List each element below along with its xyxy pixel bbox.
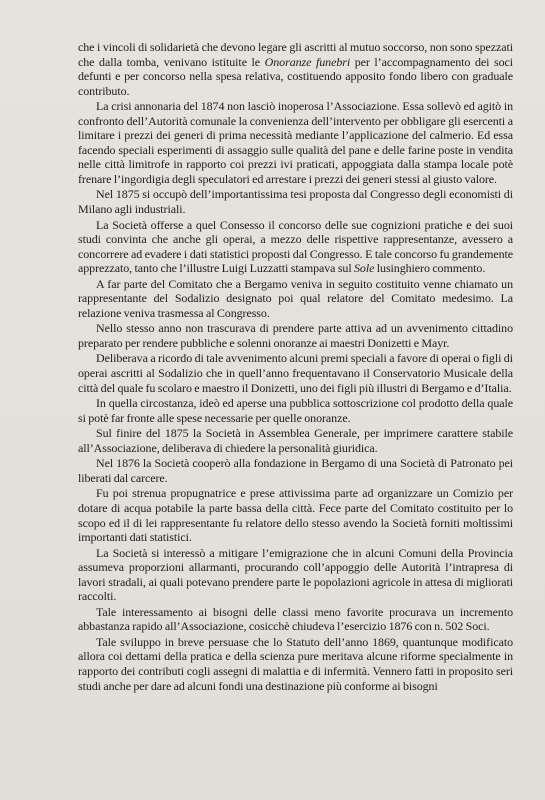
text-segment: che i vincoli di solidarietà che devono legare gli ascritti al mutuo soccorso, non sono spezzati che dalla tomba, venivano istituite le (78, 40, 513, 69)
italic-text: Onoranze funebri (264, 54, 351, 69)
paragraph (78, 40, 513, 98)
text-segment: per l’accompagnamento dei soci defunti e per concorso nella spesa relativa, costituendo apposito fondo libero con graduale contributo. (78, 54, 513, 98)
italic-text: Sole (354, 261, 375, 276)
text-segment: Deliberava a ricordo di tale avvenimento alcuni premi speciali a favore di operai o figli di operai ascritti al Sodalizio che in quell’anno frequentavano il Conservatorio Musicale della città del quale fu scolaro e maestro il Donizetti, uno dei figli più illustri di Bergamo e d’Italia. (78, 351, 513, 395)
text-segment: Tale interessamento ai bisogni delle classi meno favorite procurava un incremento abbastanza rapido all’Associazione, cosicchè chiudeva l’esercizio 1876 con n. 502 Soci. (78, 604, 513, 634)
paragraph (78, 456, 513, 485)
paragraph (78, 426, 513, 455)
paragraph (78, 351, 513, 395)
body-text (78, 40, 513, 693)
text-segment: lusinghiero commento. (374, 261, 486, 276)
paragraph (78, 605, 513, 634)
text-segment: Nel 1876 la Società cooperò alla fondazione in Bergamo di una Società di Patronato pei liberati dal carcere. (78, 456, 513, 485)
text-segment: In quella circostanza, ideò ed aperse una pubblica sottoscrizione col prodotto della quale si potè far fronte alle spese necessarie per quelle onoranze. (78, 396, 513, 425)
text-segment: Sul finire del 1875 la Società in Assemblea Generale, per imprimere carattere stabile all’Associazione, deliberava di chiedere la personalità giuridica. (78, 426, 513, 455)
paragraph (78, 187, 513, 216)
text-segment: Fu poi strenua propugnatrice e prese attivissima parte ad organizzare un Comizio per dotare di acqua potabile la parte bassa della città. Fece parte del Comitato costituito per lo scopo ed il di lei rappresentante fu relatore dello stesso avendo la Società forniti moltissimi importanti dati statistici. (78, 486, 513, 545)
text-segment: La Società offerse a quel Consesso il concorso delle sue cognizioni pratiche e dei suoi studi convinta che anche gli operai, a mezzo delle rispettive rappresentanze, avessero a concorrere ad evadere i dati statistici proposti dal Congresso. E tale concorso fu grandemente apprezzato, tanto che l’illustre Luigi Luzzatti stampava sul (78, 217, 513, 276)
paragraph (78, 277, 513, 321)
paragraph (78, 396, 513, 425)
paragraph (78, 99, 513, 186)
paragraph (78, 546, 513, 604)
text-segment: La crisi annonaria del 1874 non lasciò inoperosa l’Associazione. Essa sollevò ed agitò in confronto dell’Autorità comunale la convenienza dell’intervento per obbligare gli esercenti a limitare i prezzi dei generi di prima necessità mediante l’applicazione del calmerio. Ed essa facendo speciali esperimenti di assaggio sulle qualità del pane e delle farine poste in vendita nelle città limitrofe in rapporto coi prezzi ivi praticati, appoggiata dalla stampa locale potè frenare l’ingordigia degli speculatori ed arrestare i prezzi dei generi stessi al giusto valore. (78, 99, 513, 186)
text-segment: La Società si interessò a mitigare l’emigrazione che in alcuni Comuni della Provincia assumeva proporzioni allarmanti, procurando coll’appoggio delle Autorità l’intrapresa di lavori stradali, ai quali potevano prendere parte le popolazioni agricole in attesa di migliorati raccolti. (78, 545, 513, 604)
text-segment: Nel 1875 si occupò dell’importantissima tesi proposta dal Congresso degli economisti di Milano agli industriali. (78, 187, 513, 217)
paragraph (78, 635, 513, 693)
paragraph (78, 218, 513, 276)
text-segment: Nello stesso anno non trascurava di prendere parte attiva ad un avvenimento cittadino preparato per rendere pubbliche e solenni onoranze ai maestri Donizetti e Mayr. (78, 321, 513, 350)
paragraph (78, 486, 513, 544)
paragraph (78, 321, 513, 350)
text-segment: A far parte del Comitato che a Bergamo veniva in seguito costituito venne chiamato un rappresentante del Sodalizio designato poi qual relatore del Comitato medesimo. La relazione veniva trasmessa al Congresso. (78, 276, 513, 320)
text-segment: Tale sviluppo in breve persuase che lo Statuto dell’anno 1869, quantunque modificato allora coi dettami della pratica e della scienza pure meritava alcune riforme specialmente in rapporto dei contributi cogli assegni di malattia e di infermità. Vennero fatti in proposito seri studi anche per dare ad alcuni fondi una destinazione più conforme ai bisogni (78, 634, 513, 693)
